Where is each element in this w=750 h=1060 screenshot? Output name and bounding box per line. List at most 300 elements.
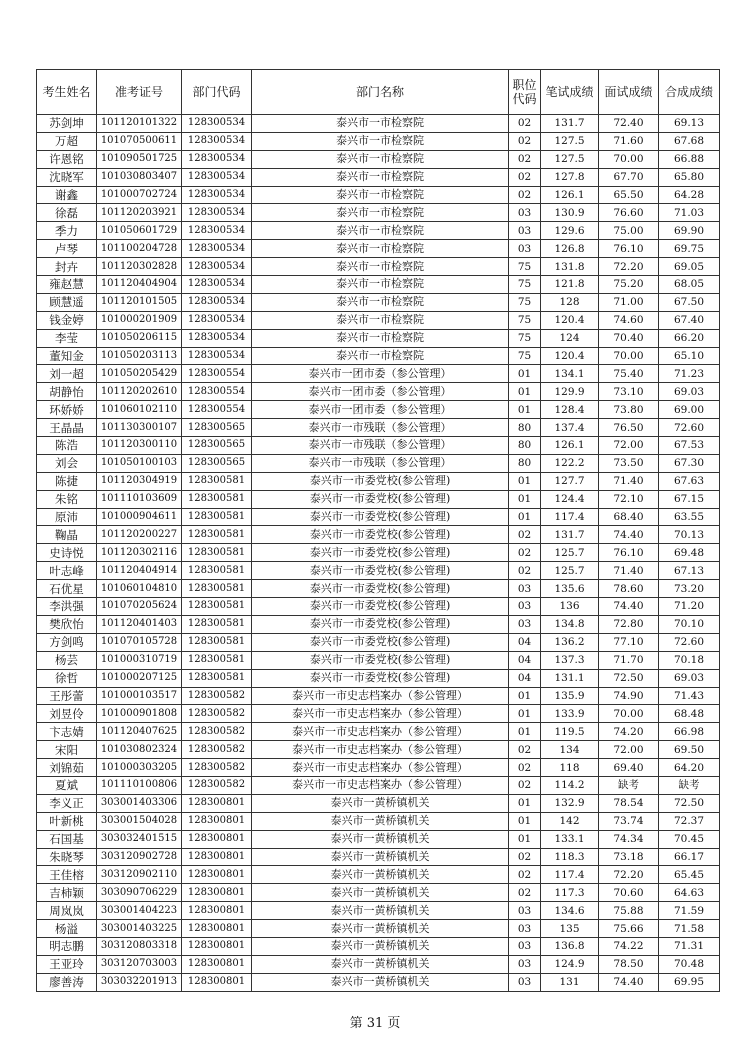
cell-interview-score: 69.40 — [599, 759, 659, 777]
table-row — [37, 562, 720, 580]
table-row — [37, 276, 720, 294]
cell-exam-id: 303120803318 — [97, 937, 182, 955]
header-total-score: 合成成绩 — [659, 70, 720, 115]
cell-name: 周岚岚 — [37, 902, 97, 920]
cell-name: 钱金婷 — [37, 311, 97, 329]
cell-interview-score: 70.60 — [599, 884, 659, 902]
cell-dept-name: 泰兴市一市检察院 — [252, 222, 509, 240]
cell-dept-code: 128300534 — [182, 168, 252, 186]
cell-exam-id: 101120304919 — [97, 472, 182, 490]
cell-total-score: 71.31 — [659, 937, 720, 955]
cell-written-score: 137.4 — [541, 419, 599, 437]
cell-dept-name: 泰兴市一市史志档案办（参公管理） — [252, 687, 509, 705]
cell-name: 王佳榕 — [37, 866, 97, 884]
cell-total-score: 66.17 — [659, 848, 720, 866]
cell-exam-id: 101000207125 — [97, 669, 182, 687]
cell-dept-name: 泰兴市一市史志档案办（参公管理） — [252, 776, 509, 794]
cell-exam-id: 101120302828 — [97, 258, 182, 276]
table-row — [37, 920, 720, 938]
cell-dept-name: 泰兴市一市委党校(参公管理) — [252, 598, 509, 616]
cell-interview-score: 73.50 — [599, 454, 659, 472]
cell-written-score: 132.9 — [541, 794, 599, 812]
cell-interview-score: 74.40 — [599, 598, 659, 616]
cell-interview-score: 72.10 — [599, 490, 659, 508]
cell-written-score: 134 — [541, 741, 599, 759]
cell-exam-id: 101050100103 — [97, 454, 182, 472]
cell-total-score: 70.18 — [659, 651, 720, 669]
cell-total-score: 69.75 — [659, 240, 720, 258]
cell-dept-name: 泰兴市一市检察院 — [252, 150, 509, 168]
table-body — [37, 115, 720, 992]
cell-written-score: 122.2 — [541, 454, 599, 472]
cell-total-score: 69.03 — [659, 669, 720, 687]
header-exam-id: 准考证号 — [97, 70, 182, 115]
cell-written-score: 124.9 — [541, 955, 599, 973]
cell-position-code: 01 — [509, 794, 541, 812]
cell-interview-score: 78.54 — [599, 794, 659, 812]
cell-name: 徐磊 — [37, 204, 97, 222]
cell-position-code: 01 — [509, 812, 541, 830]
cell-exam-id: 101000702724 — [97, 186, 182, 204]
cell-dept-name: 泰兴市一市检察院 — [252, 186, 509, 204]
cell-exam-id: 101050206115 — [97, 329, 182, 347]
cell-position-code: 04 — [509, 669, 541, 687]
cell-dept-name: 泰兴市一市检察院 — [252, 132, 509, 150]
cell-total-score: 68.05 — [659, 276, 720, 294]
table-row — [37, 973, 720, 991]
cell-dept-name: 泰兴市一黄桥镇机关 — [252, 902, 509, 920]
cell-exam-id: 101000303205 — [97, 759, 182, 777]
cell-interview-score: 70.00 — [599, 347, 659, 365]
cell-total-score: 69.90 — [659, 222, 720, 240]
cell-written-score: 136.8 — [541, 937, 599, 955]
cell-total-score: 70.13 — [659, 526, 720, 544]
cell-dept-code: 128300534 — [182, 329, 252, 347]
cell-interview-score: 75.88 — [599, 902, 659, 920]
cell-total-score: 67.40 — [659, 311, 720, 329]
cell-interview-score: 71.70 — [599, 651, 659, 669]
cell-total-score: 66.88 — [659, 150, 720, 168]
cell-written-score: 127.5 — [541, 150, 599, 168]
cell-dept-code: 128300801 — [182, 794, 252, 812]
cell-position-code: 01 — [509, 490, 541, 508]
cell-exam-id: 101120203921 — [97, 204, 182, 222]
cell-dept-name: 泰兴市一市史志档案办（参公管理） — [252, 705, 509, 723]
cell-total-score: 64.20 — [659, 759, 720, 777]
cell-exam-id: 101090501725 — [97, 150, 182, 168]
cell-position-code: 80 — [509, 454, 541, 472]
cell-written-score: 134.6 — [541, 902, 599, 920]
cell-total-score: 69.03 — [659, 383, 720, 401]
cell-total-score: 69.95 — [659, 973, 720, 991]
cell-name: 原沛 — [37, 508, 97, 526]
cell-position-code: 02 — [509, 526, 541, 544]
table-row — [37, 902, 720, 920]
cell-dept-name: 泰兴市一市残联（参公管理） — [252, 454, 509, 472]
cell-exam-id: 101120300110 — [97, 437, 182, 455]
cell-written-score: 133.9 — [541, 705, 599, 723]
cell-interview-score: 74.60 — [599, 311, 659, 329]
cell-written-score: 136 — [541, 598, 599, 616]
cell-dept-name: 泰兴市一市检察院 — [252, 258, 509, 276]
cell-exam-id: 101120302116 — [97, 544, 182, 562]
cell-name: 史诗悦 — [37, 544, 97, 562]
cell-dept-code: 128300534 — [182, 222, 252, 240]
cell-exam-id: 101120401403 — [97, 615, 182, 633]
cell-total-score: 65.45 — [659, 866, 720, 884]
cell-exam-id: 101070205624 — [97, 598, 182, 616]
cell-position-code: 03 — [509, 598, 541, 616]
cell-interview-score: 77.10 — [599, 633, 659, 651]
score-table — [36, 69, 720, 992]
cell-interview-score: 74.22 — [599, 937, 659, 955]
cell-total-score: 67.68 — [659, 132, 720, 150]
cell-dept-name: 泰兴市一团市委（参公管理） — [252, 365, 509, 383]
cell-position-code: 75 — [509, 258, 541, 276]
cell-dept-code: 128300801 — [182, 812, 252, 830]
cell-written-score: 129.6 — [541, 222, 599, 240]
cell-dept-name: 泰兴市一市检察院 — [252, 293, 509, 311]
cell-dept-name: 泰兴市一黄桥镇机关 — [252, 920, 509, 938]
cell-written-score: 137.3 — [541, 651, 599, 669]
cell-dept-code: 128300582 — [182, 687, 252, 705]
cell-dept-name: 泰兴市一市史志档案办（参公管理） — [252, 741, 509, 759]
cell-interview-score: 72.20 — [599, 258, 659, 276]
cell-position-code: 03 — [509, 615, 541, 633]
table-row — [37, 401, 720, 419]
cell-name: 王亚玲 — [37, 955, 97, 973]
cell-written-score: 135.6 — [541, 580, 599, 598]
cell-dept-code: 128300581 — [182, 562, 252, 580]
cell-position-code: 80 — [509, 437, 541, 455]
table-row — [37, 598, 720, 616]
cell-position-code: 02 — [509, 168, 541, 186]
cell-dept-code: 128300581 — [182, 615, 252, 633]
cell-dept-code: 128300581 — [182, 472, 252, 490]
cell-total-score: 66.20 — [659, 329, 720, 347]
cell-dept-code: 128300534 — [182, 240, 252, 258]
cell-exam-id: 101070500611 — [97, 132, 182, 150]
cell-position-code: 03 — [509, 240, 541, 258]
cell-position-code: 01 — [509, 723, 541, 741]
cell-written-score: 117.4 — [541, 508, 599, 526]
cell-interview-score: 72.40 — [599, 115, 659, 133]
cell-dept-name: 泰兴市一市残联（参公管理） — [252, 437, 509, 455]
cell-written-score: 134.8 — [541, 615, 599, 633]
cell-total-score: 71.23 — [659, 365, 720, 383]
cell-written-score: 126.8 — [541, 240, 599, 258]
cell-total-score: 64.28 — [659, 186, 720, 204]
cell-interview-score: 70.40 — [599, 329, 659, 347]
cell-total-score: 70.10 — [659, 615, 720, 633]
cell-dept-code: 128300534 — [182, 150, 252, 168]
cell-total-score: 67.50 — [659, 293, 720, 311]
cell-name: 廖善涛 — [37, 973, 97, 991]
cell-position-code: 02 — [509, 115, 541, 133]
cell-exam-id: 303001403225 — [97, 920, 182, 938]
cell-position-code: 02 — [509, 544, 541, 562]
cell-total-score: 67.30 — [659, 454, 720, 472]
cell-name: 李义正 — [37, 794, 97, 812]
cell-position-code: 02 — [509, 186, 541, 204]
cell-position-code: 02 — [509, 759, 541, 777]
cell-written-score: 117.3 — [541, 884, 599, 902]
cell-total-score: 69.50 — [659, 741, 720, 759]
cell-exam-id: 303001404223 — [97, 902, 182, 920]
table-row — [37, 472, 720, 490]
cell-name: 万超 — [37, 132, 97, 150]
cell-total-score: 70.45 — [659, 830, 720, 848]
cell-written-score: 114.2 — [541, 776, 599, 794]
cell-dept-name: 泰兴市一黄桥镇机关 — [252, 794, 509, 812]
cell-name: 杨芸 — [37, 651, 97, 669]
cell-dept-code: 128300801 — [182, 848, 252, 866]
cell-name: 吉柿颖 — [37, 884, 97, 902]
cell-exam-id: 101060102110 — [97, 401, 182, 419]
cell-position-code: 01 — [509, 365, 541, 383]
cell-name: 谢鑫 — [37, 186, 97, 204]
cell-exam-id: 101000201909 — [97, 311, 182, 329]
cell-exam-id: 101000904611 — [97, 508, 182, 526]
cell-dept-code: 128300801 — [182, 920, 252, 938]
table-row — [37, 383, 720, 401]
cell-name: 石国基 — [37, 830, 97, 848]
cell-interview-score: 73.80 — [599, 401, 659, 419]
cell-interview-score: 70.00 — [599, 705, 659, 723]
cell-position-code: 03 — [509, 222, 541, 240]
cell-name: 方剑鸣 — [37, 633, 97, 651]
cell-written-score: 127.7 — [541, 472, 599, 490]
cell-written-score: 128.4 — [541, 401, 599, 419]
table-row — [37, 544, 720, 562]
cell-written-score: 131.7 — [541, 526, 599, 544]
cell-exam-id: 101120407625 — [97, 723, 182, 741]
cell-position-code: 75 — [509, 347, 541, 365]
cell-written-score: 126.1 — [541, 186, 599, 204]
header-written-score: 笔试成绩 — [541, 70, 599, 115]
table-row — [37, 240, 720, 258]
cell-written-score: 119.5 — [541, 723, 599, 741]
cell-dept-name: 泰兴市一市检察院 — [252, 168, 509, 186]
table-row — [37, 526, 720, 544]
cell-interview-score: 72.00 — [599, 741, 659, 759]
cell-interview-score: 75.00 — [599, 222, 659, 240]
cell-exam-id: 303120703003 — [97, 955, 182, 973]
cell-total-score: 71.59 — [659, 902, 720, 920]
cell-interview-score: 76.10 — [599, 544, 659, 562]
cell-interview-score: 75.20 — [599, 276, 659, 294]
cell-position-code: 01 — [509, 687, 541, 705]
cell-dept-name: 泰兴市一市委党校(参公管理) — [252, 472, 509, 490]
cell-exam-id: 303120902110 — [97, 866, 182, 884]
cell-interview-score: 缺考 — [599, 776, 659, 794]
cell-total-score: 71.20 — [659, 598, 720, 616]
cell-position-code: 01 — [509, 472, 541, 490]
cell-written-score: 131.8 — [541, 258, 599, 276]
table-row — [37, 723, 720, 741]
cell-total-score: 65.10 — [659, 347, 720, 365]
cell-name: 陈浩 — [37, 437, 97, 455]
cell-exam-id: 303120902728 — [97, 848, 182, 866]
cell-dept-name: 泰兴市一市检察院 — [252, 115, 509, 133]
cell-name: 鞠晶 — [37, 526, 97, 544]
cell-interview-score: 74.40 — [599, 526, 659, 544]
cell-position-code: 01 — [509, 705, 541, 723]
cell-interview-score: 71.40 — [599, 472, 659, 490]
cell-dept-name: 泰兴市一黄桥镇机关 — [252, 955, 509, 973]
cell-dept-code: 128300534 — [182, 115, 252, 133]
cell-name: 杨溢 — [37, 920, 97, 938]
cell-name: 石优星 — [37, 580, 97, 598]
cell-interview-score: 78.60 — [599, 580, 659, 598]
cell-name: 李洪强 — [37, 598, 97, 616]
cell-name: 朱晓琴 — [37, 848, 97, 866]
cell-exam-id: 303001504028 — [97, 812, 182, 830]
cell-dept-name: 泰兴市一市委党校(参公管理) — [252, 615, 509, 633]
cell-dept-name: 泰兴市一市史志档案办（参公管理） — [252, 759, 509, 777]
cell-dept-code: 128300582 — [182, 741, 252, 759]
cell-total-score: 71.43 — [659, 687, 720, 705]
cell-position-code: 80 — [509, 419, 541, 437]
cell-written-score: 131.7 — [541, 115, 599, 133]
cell-dept-code: 128300534 — [182, 293, 252, 311]
table-row — [37, 150, 720, 168]
cell-name: 宋阳 — [37, 741, 97, 759]
cell-dept-code: 128300534 — [182, 276, 252, 294]
header-dept-code: 部门代码 — [182, 70, 252, 115]
cell-position-code: 03 — [509, 580, 541, 598]
cell-dept-code: 128300534 — [182, 204, 252, 222]
cell-written-score: 126.1 — [541, 437, 599, 455]
table-row — [37, 115, 720, 133]
cell-dept-name: 泰兴市一市委党校(参公管理) — [252, 562, 509, 580]
cell-exam-id: 101000103517 — [97, 687, 182, 705]
cell-total-score: 72.50 — [659, 794, 720, 812]
cell-name: 环娇娇 — [37, 401, 97, 419]
cell-written-score: 136.2 — [541, 633, 599, 651]
table-row — [37, 884, 720, 902]
header-interview-score: 面试成绩 — [599, 70, 659, 115]
cell-position-code: 75 — [509, 329, 541, 347]
cell-name: 雍赵慧 — [37, 276, 97, 294]
cell-dept-code: 128300581 — [182, 490, 252, 508]
cell-exam-id: 101060104810 — [97, 580, 182, 598]
cell-interview-score: 76.60 — [599, 204, 659, 222]
cell-exam-id: 101030802324 — [97, 741, 182, 759]
cell-dept-code: 128300582 — [182, 723, 252, 741]
cell-total-score: 68.48 — [659, 705, 720, 723]
cell-dept-code: 128300801 — [182, 866, 252, 884]
cell-exam-id: 101130300107 — [97, 419, 182, 437]
cell-written-score: 131.1 — [541, 669, 599, 687]
cell-exam-id: 101120101322 — [97, 115, 182, 133]
cell-interview-score: 70.00 — [599, 150, 659, 168]
cell-dept-code: 128300581 — [182, 651, 252, 669]
cell-dept-code: 128300534 — [182, 258, 252, 276]
cell-dept-name: 泰兴市一市委党校(参公管理) — [252, 526, 509, 544]
cell-dept-name: 泰兴市一市委党校(参公管理) — [252, 633, 509, 651]
table-row — [37, 508, 720, 526]
cell-position-code: 02 — [509, 132, 541, 150]
cell-name: 胡静怡 — [37, 383, 97, 401]
cell-exam-id: 101050205429 — [97, 365, 182, 383]
cell-written-score: 120.4 — [541, 311, 599, 329]
cell-dept-code: 128300582 — [182, 705, 252, 723]
cell-written-score: 121.8 — [541, 276, 599, 294]
cell-dept-name: 泰兴市一黄桥镇机关 — [252, 848, 509, 866]
table-row — [37, 490, 720, 508]
cell-exam-id: 101120404904 — [97, 276, 182, 294]
cell-written-score: 131 — [541, 973, 599, 991]
cell-dept-code: 128300582 — [182, 759, 252, 777]
cell-interview-score: 72.20 — [599, 866, 659, 884]
cell-dept-name: 泰兴市一黄桥镇机关 — [252, 866, 509, 884]
cell-dept-code: 128300534 — [182, 132, 252, 150]
cell-written-score: 117.4 — [541, 866, 599, 884]
table-row — [37, 419, 720, 437]
cell-dept-code: 128300581 — [182, 580, 252, 598]
cell-position-code: 02 — [509, 741, 541, 759]
cell-exam-id: 101000901808 — [97, 705, 182, 723]
cell-total-score: 69.05 — [659, 258, 720, 276]
cell-dept-name: 泰兴市一黄桥镇机关 — [252, 973, 509, 991]
cell-written-score: 142 — [541, 812, 599, 830]
cell-written-score: 130.9 — [541, 204, 599, 222]
cell-position-code: 02 — [509, 776, 541, 794]
cell-total-score: 63.55 — [659, 508, 720, 526]
cell-position-code: 03 — [509, 920, 541, 938]
cell-exam-id: 101110103609 — [97, 490, 182, 508]
cell-name: 刘锦茹 — [37, 759, 97, 777]
cell-name: 沈晓军 — [37, 168, 97, 186]
cell-name: 明志鹏 — [37, 937, 97, 955]
cell-written-score: 118 — [541, 759, 599, 777]
cell-interview-score: 73.10 — [599, 383, 659, 401]
table-row — [37, 311, 720, 329]
cell-total-score: 65.80 — [659, 168, 720, 186]
cell-name: 朱铭 — [37, 490, 97, 508]
cell-dept-code: 128300801 — [182, 884, 252, 902]
cell-name: 徐哲 — [37, 669, 97, 687]
cell-written-score: 134.1 — [541, 365, 599, 383]
cell-position-code: 03 — [509, 902, 541, 920]
cell-exam-id: 101110100806 — [97, 776, 182, 794]
cell-dept-code: 128300581 — [182, 669, 252, 687]
cell-dept-name: 泰兴市一市检察院 — [252, 311, 509, 329]
cell-written-score: 127.8 — [541, 168, 599, 186]
cell-total-score: 67.13 — [659, 562, 720, 580]
cell-name: 王晶晶 — [37, 419, 97, 437]
table-row — [37, 776, 720, 794]
cell-total-score: 73.20 — [659, 580, 720, 598]
table-row — [37, 329, 720, 347]
cell-written-score: 127.5 — [541, 132, 599, 150]
table-row — [37, 848, 720, 866]
cell-position-code: 04 — [509, 633, 541, 651]
cell-dept-code: 128300565 — [182, 419, 252, 437]
cell-name: 董知金 — [37, 347, 97, 365]
table-row — [37, 365, 720, 383]
header-name: 考生姓名 — [37, 70, 97, 115]
cell-name: 卞志婧 — [37, 723, 97, 741]
cell-dept-code: 128300534 — [182, 311, 252, 329]
cell-written-score: 120.4 — [541, 347, 599, 365]
table-row — [37, 186, 720, 204]
table-row — [37, 759, 720, 777]
cell-total-score: 66.98 — [659, 723, 720, 741]
table-row — [37, 741, 720, 759]
table-header-row — [37, 70, 720, 115]
